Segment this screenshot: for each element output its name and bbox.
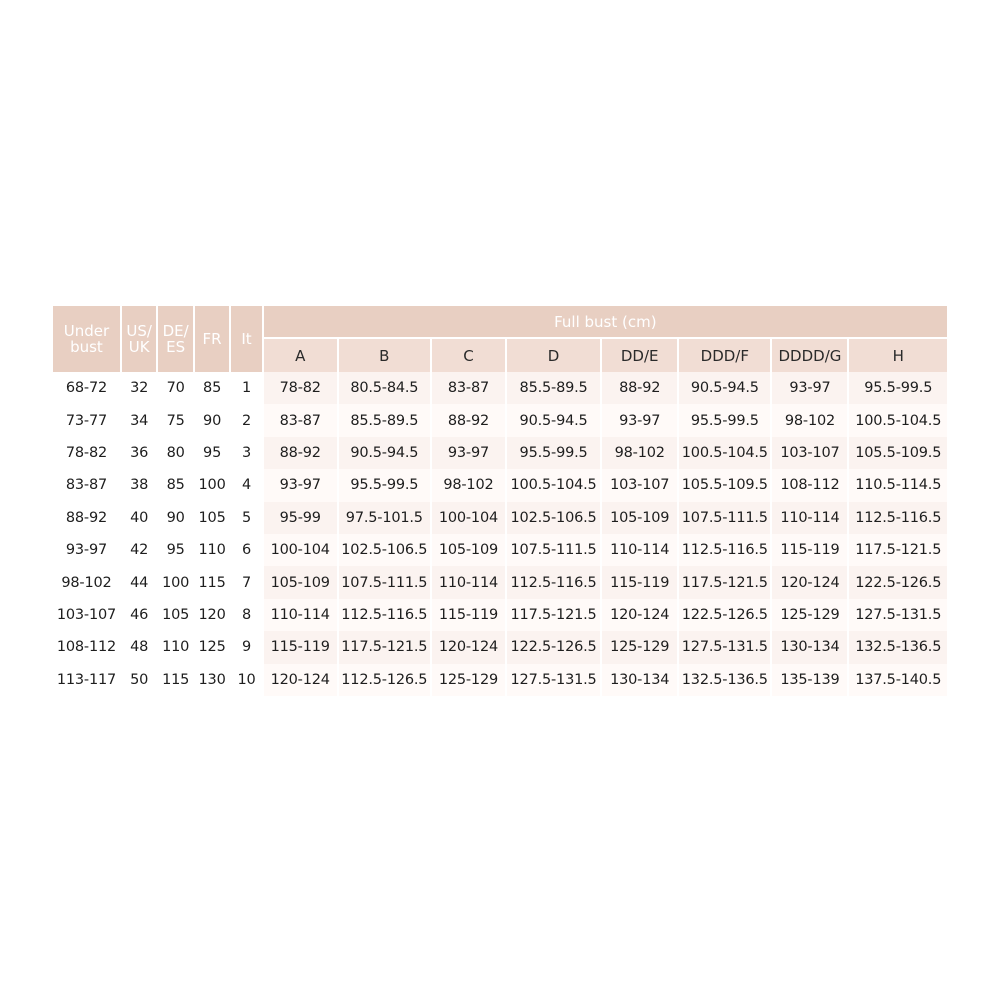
cell-cup-dddd-g: 135-139 xyxy=(772,664,847,696)
header-cup-dddd-g: DDDD/G xyxy=(772,339,847,372)
cell-it: 8 xyxy=(231,599,261,631)
cell-cup-d: 112.5-116.5 xyxy=(507,566,600,598)
header-cup-h: H xyxy=(849,339,947,372)
cell-cup-c: 83-87 xyxy=(432,372,505,404)
cell-cup-b: 90.5-94.5 xyxy=(339,437,430,469)
cell-cup-b: 95.5-99.5 xyxy=(339,469,430,501)
cell-de-es: 90 xyxy=(158,502,192,534)
cell-cup-ddd-f: 112.5-116.5 xyxy=(679,534,770,566)
table-row xyxy=(53,437,947,469)
cell-cup-c: 110-114 xyxy=(432,566,505,598)
cell-cup-b: 80.5-84.5 xyxy=(339,372,430,404)
cell-cup-dd-e: 105-109 xyxy=(602,502,677,534)
header-cup-dd-e: DD/E xyxy=(602,339,677,372)
cell-de-es: 85 xyxy=(158,469,192,501)
cell-cup-d: 95.5-99.5 xyxy=(507,437,600,469)
cell-cup-dddd-g: 108-112 xyxy=(772,469,847,501)
cell-cup-h: 117.5-121.5 xyxy=(849,534,947,566)
cell-cup-dddd-g: 115-119 xyxy=(772,534,847,566)
cell-cup-a: 110-114 xyxy=(264,599,337,631)
cell-it: 10 xyxy=(231,664,261,696)
header-under-bust: Under bust xyxy=(53,306,120,372)
cell-us-uk: 34 xyxy=(122,404,156,436)
table-row xyxy=(53,599,947,631)
size-table xyxy=(51,306,949,696)
size-chart xyxy=(51,306,949,696)
cell-cup-h: 137.5-140.5 xyxy=(849,664,947,696)
cell-it: 1 xyxy=(231,372,261,404)
cell-cup-b: 102.5-106.5 xyxy=(339,534,430,566)
cell-cup-d: 122.5-126.5 xyxy=(507,631,600,663)
cell-cup-a: 120-124 xyxy=(264,664,337,696)
table-row xyxy=(53,469,947,501)
cell-cup-dd-e: 130-134 xyxy=(602,664,677,696)
table-row xyxy=(53,664,947,696)
cell-under-bust: 98-102 xyxy=(53,566,120,598)
cell-cup-h: 95.5-99.5 xyxy=(849,372,947,404)
cell-fr: 85 xyxy=(195,372,229,404)
cell-under-bust: 103-107 xyxy=(53,599,120,631)
cell-de-es: 115 xyxy=(158,664,192,696)
cell-us-uk: 46 xyxy=(122,599,156,631)
cell-cup-dddd-g: 98-102 xyxy=(772,404,847,436)
header-fr: FR xyxy=(195,306,229,372)
header-cup-ddd-f: DDD/F xyxy=(679,339,770,372)
table-row xyxy=(53,372,947,404)
cell-cup-ddd-f: 95.5-99.5 xyxy=(679,404,770,436)
header-us-uk: US/ UK xyxy=(122,306,156,372)
cell-it: 5 xyxy=(231,502,261,534)
cell-cup-d: 85.5-89.5 xyxy=(507,372,600,404)
header-it: It xyxy=(231,306,261,372)
cell-cup-d: 90.5-94.5 xyxy=(507,404,600,436)
cell-de-es: 105 xyxy=(158,599,192,631)
cell-cup-ddd-f: 90.5-94.5 xyxy=(679,372,770,404)
cell-cup-ddd-f: 107.5-111.5 xyxy=(679,502,770,534)
header-cup-a: A xyxy=(264,339,337,372)
cell-cup-c: 100-104 xyxy=(432,502,505,534)
cell-cup-ddd-f: 100.5-104.5 xyxy=(679,437,770,469)
cell-under-bust: 113-117 xyxy=(53,664,120,696)
cell-us-uk: 48 xyxy=(122,631,156,663)
cell-cup-d: 100.5-104.5 xyxy=(507,469,600,501)
cell-it: 6 xyxy=(231,534,261,566)
cell-cup-c: 105-109 xyxy=(432,534,505,566)
cell-us-uk: 40 xyxy=(122,502,156,534)
cell-cup-h: 100.5-104.5 xyxy=(849,404,947,436)
cell-it: 2 xyxy=(231,404,261,436)
header-de-es: DE/ ES xyxy=(158,306,192,372)
cell-de-es: 75 xyxy=(158,404,192,436)
cell-cup-dd-e: 103-107 xyxy=(602,469,677,501)
cell-de-es: 100 xyxy=(158,566,192,598)
table-row xyxy=(53,404,947,436)
cell-under-bust: 78-82 xyxy=(53,437,120,469)
cell-cup-a: 93-97 xyxy=(264,469,337,501)
cell-cup-c: 88-92 xyxy=(432,404,505,436)
cell-us-uk: 38 xyxy=(122,469,156,501)
cell-cup-dd-e: 93-97 xyxy=(602,404,677,436)
cell-cup-dd-e: 125-129 xyxy=(602,631,677,663)
cell-cup-h: 127.5-131.5 xyxy=(849,599,947,631)
cell-it: 7 xyxy=(231,566,261,598)
cell-cup-b: 112.5-126.5 xyxy=(339,664,430,696)
cell-it: 3 xyxy=(231,437,261,469)
cell-cup-dddd-g: 103-107 xyxy=(772,437,847,469)
cell-cup-dddd-g: 93-97 xyxy=(772,372,847,404)
cell-cup-a: 95-99 xyxy=(264,502,337,534)
cell-under-bust: 93-97 xyxy=(53,534,120,566)
cell-fr: 105 xyxy=(195,502,229,534)
cell-cup-dddd-g: 120-124 xyxy=(772,566,847,598)
cell-fr: 130 xyxy=(195,664,229,696)
header-cup-c: C xyxy=(432,339,505,372)
cell-under-bust: 73-77 xyxy=(53,404,120,436)
cell-cup-dd-e: 98-102 xyxy=(602,437,677,469)
cell-us-uk: 44 xyxy=(122,566,156,598)
cell-cup-c: 93-97 xyxy=(432,437,505,469)
cell-cup-dd-e: 110-114 xyxy=(602,534,677,566)
cell-cup-ddd-f: 122.5-126.5 xyxy=(679,599,770,631)
cell-fr: 110 xyxy=(195,534,229,566)
cell-cup-ddd-f: 117.5-121.5 xyxy=(679,566,770,598)
table-row xyxy=(53,534,947,566)
cell-cup-dd-e: 115-119 xyxy=(602,566,677,598)
table-body xyxy=(53,372,947,696)
cell-cup-ddd-f: 105.5-109.5 xyxy=(679,469,770,501)
cell-cup-h: 105.5-109.5 xyxy=(849,437,947,469)
cell-fr: 120 xyxy=(195,599,229,631)
cell-cup-h: 122.5-126.5 xyxy=(849,566,947,598)
cell-cup-b: 112.5-116.5 xyxy=(339,599,430,631)
table-row xyxy=(53,502,947,534)
cell-under-bust: 88-92 xyxy=(53,502,120,534)
cell-us-uk: 36 xyxy=(122,437,156,469)
cell-cup-ddd-f: 132.5-136.5 xyxy=(679,664,770,696)
cell-fr: 95 xyxy=(195,437,229,469)
cell-cup-dddd-g: 125-129 xyxy=(772,599,847,631)
cell-it: 4 xyxy=(231,469,261,501)
cell-cup-a: 78-82 xyxy=(264,372,337,404)
cell-fr: 115 xyxy=(195,566,229,598)
cell-cup-c: 125-129 xyxy=(432,664,505,696)
cell-cup-c: 120-124 xyxy=(432,631,505,663)
header-cup-b: B xyxy=(339,339,430,372)
cell-cup-dd-e: 120-124 xyxy=(602,599,677,631)
cell-it: 9 xyxy=(231,631,261,663)
cell-cup-dd-e: 88-92 xyxy=(602,372,677,404)
cell-fr: 100 xyxy=(195,469,229,501)
header-cup-d: D xyxy=(507,339,600,372)
table-row xyxy=(53,631,947,663)
cell-us-uk: 32 xyxy=(122,372,156,404)
cell-under-bust: 83-87 xyxy=(53,469,120,501)
cell-us-uk: 42 xyxy=(122,534,156,566)
cell-cup-h: 112.5-116.5 xyxy=(849,502,947,534)
cell-under-bust: 68-72 xyxy=(53,372,120,404)
cell-cup-b: 85.5-89.5 xyxy=(339,404,430,436)
cell-fr: 125 xyxy=(195,631,229,663)
cell-us-uk: 50 xyxy=(122,664,156,696)
cell-cup-c: 98-102 xyxy=(432,469,505,501)
cell-cup-a: 115-119 xyxy=(264,631,337,663)
cell-cup-d: 117.5-121.5 xyxy=(507,599,600,631)
cell-cup-dddd-g: 130-134 xyxy=(772,631,847,663)
cell-cup-dddd-g: 110-114 xyxy=(772,502,847,534)
cell-under-bust: 108-112 xyxy=(53,631,120,663)
cell-de-es: 95 xyxy=(158,534,192,566)
cell-cup-b: 107.5-111.5 xyxy=(339,566,430,598)
cell-cup-d: 127.5-131.5 xyxy=(507,664,600,696)
cell-cup-b: 97.5-101.5 xyxy=(339,502,430,534)
cell-cup-b: 117.5-121.5 xyxy=(339,631,430,663)
table-header xyxy=(53,306,947,372)
cell-cup-d: 107.5-111.5 xyxy=(507,534,600,566)
cell-cup-a: 88-92 xyxy=(264,437,337,469)
cell-de-es: 70 xyxy=(158,372,192,404)
cell-cup-h: 110.5-114.5 xyxy=(849,469,947,501)
cell-cup-ddd-f: 127.5-131.5 xyxy=(679,631,770,663)
table-row xyxy=(53,566,947,598)
cell-cup-a: 83-87 xyxy=(264,404,337,436)
cell-cup-c: 115-119 xyxy=(432,599,505,631)
cell-cup-h: 132.5-136.5 xyxy=(849,631,947,663)
cell-cup-a: 100-104 xyxy=(264,534,337,566)
cell-cup-a: 105-109 xyxy=(264,566,337,598)
cell-fr: 90 xyxy=(195,404,229,436)
cell-cup-d: 102.5-106.5 xyxy=(507,502,600,534)
cell-de-es: 80 xyxy=(158,437,192,469)
header-full-bust: Full bust (cm) xyxy=(264,306,947,339)
cell-de-es: 110 xyxy=(158,631,192,663)
